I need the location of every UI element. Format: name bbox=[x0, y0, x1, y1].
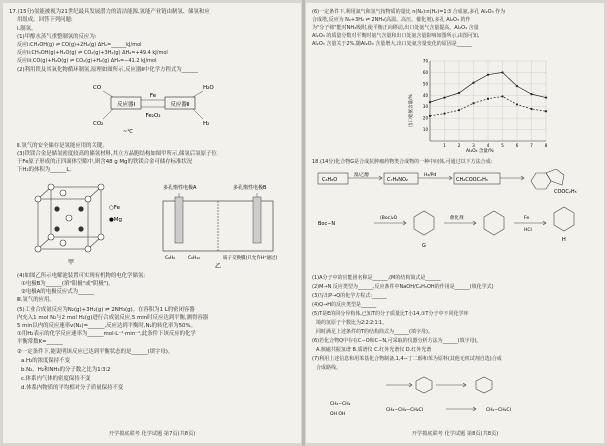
chart-data-point bbox=[429, 101, 431, 103]
fe-reagent: Fe bbox=[524, 216, 530, 221]
reagent-boc2o: (Boc)₂O bbox=[380, 216, 398, 221]
chart-data-point bbox=[487, 98, 489, 100]
option-c: c.体系内气体的密度保持不变 bbox=[21, 376, 91, 382]
q18-item-5-b: 境的氢原子个数比为2∶2∶2∶1∶1。 bbox=[316, 320, 388, 326]
chart-data-point bbox=[501, 95, 503, 97]
q17-header: 17.(15分)氢能被视为21世纪最具发展潜力的清洁能源,氢能产业链由制氢、储氢和应 bbox=[9, 9, 210, 15]
option-d: d.体系内物质的平均相对分子质量保持不变 bbox=[21, 385, 124, 391]
q17-item-4-2: ②电极A的电极反应式为______ bbox=[21, 289, 95, 295]
q17-item-6-e: Al₂O₃ 含量关于2%,随Al₂O₃ 含量增大,出口处氨含量变化的原因是______ bbox=[312, 41, 472, 47]
q18-item-5: (5)T是E的同分异构体,已知T的分子质量比T小14,①T分子中不同化学环 bbox=[312, 311, 469, 317]
q17-item-6-c: 为"分子筛"能对NH₃吸附,使平衡正向移动,出口处氨气含量提高。Al₂O₃ 含量 bbox=[312, 25, 479, 31]
chart-data-point bbox=[458, 92, 460, 94]
chart-data-point bbox=[545, 110, 547, 112]
chart-ytick-label: 30 bbox=[422, 104, 428, 110]
h2-label: H₂ bbox=[203, 121, 210, 127]
chart-data-point bbox=[545, 96, 547, 98]
chart-xtick-label: 6 bbox=[515, 143, 519, 148]
chart-data-point bbox=[472, 82, 474, 84]
q17-item-2: (2)利用铁及其氧化物循环制氢,原理如图所示,反应器Ⅱ中化学方程式为______ bbox=[17, 67, 198, 73]
chart-data-point bbox=[487, 74, 489, 76]
electrode-b-label: 多孔惰性电极B bbox=[233, 185, 267, 191]
left-chem-label: C₆H₆ bbox=[165, 256, 176, 261]
route-step-4: CH₂−CH₂Cl bbox=[486, 408, 511, 413]
chart-ytick-label: 70 bbox=[422, 58, 428, 64]
chart-data-point bbox=[530, 93, 532, 95]
chart-xtick-label: 3 bbox=[472, 143, 475, 148]
q18-item-2: (2)M→N 反应类型为______,反应条件中NaOH/C₂H₅OH的作用是______(填化学式) bbox=[312, 284, 494, 290]
reaction-i: 反应i:CH₃OH(g) ⇌ CO(g)+2H₂(g) ΔH₁=______kJ/mol bbox=[17, 42, 142, 48]
chart-xtick-label: 5 bbox=[501, 143, 504, 148]
q17-item-5: (5)工业合成氨反应为N₂(g)+3H₂(g) ⇌ 2NH₃(g)。在容积为1 L的密闭容器 bbox=[17, 307, 195, 313]
chart-ylabel: 出口处氨含量/% bbox=[409, 94, 414, 127]
q17-item-6-b: 合成塔,反应为 N₂+3H₂ ⇌ 2NH₃(高温、高压、催化剂),多孔 Al₂O₃ 的作 bbox=[312, 17, 471, 23]
q17-item-1: (1)甲醇水蒸气重整制氢的反应为: bbox=[17, 34, 97, 40]
q17-item-6: (6)一定条件下,利用氮气和氢气按物质的量比 n(N₂)∶n(H₂)=1∶3 合成氨,多孔 Al₂O₃ 作为 bbox=[312, 9, 506, 15]
q18-item-6-options: A.核磁共振氢谱 B.质谱仪 C.红外光谱仪 D.红外光谱 bbox=[316, 347, 432, 353]
chart-xtick-label: 4 bbox=[486, 143, 490, 148]
option-a: a.H₂的浓度保持不变 bbox=[21, 358, 70, 364]
ammonia-content-chart bbox=[406, 55, 556, 155]
co2-label: CO₂ bbox=[93, 121, 104, 127]
q17-item-5-f: ②一定条件下,能说明该反应已达到平衡状态的是______(填字母)。 bbox=[17, 349, 174, 355]
page-8 bbox=[306, 3, 604, 443]
chart-xtick-label: 8 bbox=[544, 143, 548, 148]
chart-ytick-label: 60 bbox=[422, 69, 428, 75]
fe2o3-label: Fe₂O₃ bbox=[145, 113, 161, 119]
chart-data-point bbox=[443, 112, 445, 114]
q18-item-7-b: 合成路线。 bbox=[316, 365, 342, 371]
chart-ytick-label: 40 bbox=[422, 92, 428, 98]
q17-section-3: Ⅲ.氢气的应用。 bbox=[17, 297, 55, 303]
crystal-cell-figure bbox=[23, 179, 133, 269]
compound-d: COOC₂H₅ bbox=[554, 189, 577, 195]
co-label: CO bbox=[93, 85, 102, 91]
q18-item-5-c: 同时满足上述条件的T的结构简式为______(填字母)。 bbox=[316, 329, 433, 335]
arrow-1-reagent: 溴/乙醇 bbox=[354, 173, 370, 178]
q17-item-4: (4)如图乙所示电解池装置可实现有机物的电化学储氢: bbox=[17, 273, 146, 279]
page-gutter bbox=[302, 0, 305, 446]
reactor-2-label: 反应器Ⅱ bbox=[170, 102, 190, 108]
reaction-ii: 反应ii:CH₃OH(g)+H₂O(g) ⇌ CO₂(g)+3H₂(g) ΔH₂=+49.4 kJ/mol bbox=[17, 50, 168, 56]
chart-xtick-label: 7 bbox=[530, 143, 533, 148]
q17-item-3: (3)铁镁合金是储氢密度较高的储氢材料,其立方晶胞结构如图甲所示,储氢后氢原子位 bbox=[17, 151, 217, 157]
compound-h-label: H bbox=[562, 237, 566, 243]
chart-data-point bbox=[516, 103, 518, 105]
synthesis-scheme bbox=[314, 169, 599, 269]
q17-section-2: Ⅱ.氢气的安全储存是氢能应用的关键。 bbox=[17, 143, 108, 149]
mg-legend: ●Mg bbox=[109, 217, 123, 223]
route-step-1: CH₂−CH₂ bbox=[330, 402, 351, 407]
q18-item-6: (6)若化合物Q中存在C−O和C−N,可采取的仪器分析方法为______(填字母)。 bbox=[312, 338, 482, 344]
compound-a: C₆H₆O bbox=[322, 177, 338, 183]
chart-ytick-label: 20 bbox=[422, 115, 428, 121]
boc-group: Boc−N bbox=[318, 221, 336, 227]
q17-section-1: Ⅰ.制氢。 bbox=[17, 26, 37, 32]
q18-item-7: (7)利用上述信息和用苯基化合物制备,1,4−丁二醇和苯为原料(其他无机试剂自选)合成 bbox=[312, 356, 502, 362]
page-7 bbox=[3, 3, 301, 443]
electrode-a-label: 多孔惰性电极A bbox=[163, 185, 197, 191]
q17-item-3-b: 于Fe原子形成的正四面体空隙中,则含48 g Mg的铁镁合金可储存标准状况 bbox=[17, 159, 193, 165]
compound-g-label: G bbox=[422, 243, 426, 249]
chart-xtick-label: 2 bbox=[457, 143, 461, 148]
compound-c: CH₂COOC₂H₅ bbox=[456, 177, 488, 183]
q17-item-5-b: 内充入1 mol N₂与2 mol H₂(g)进行合成氨反应,5 min时反应达到平衡,测得容器 bbox=[17, 315, 209, 321]
chart-ytick-label: 50 bbox=[422, 81, 428, 87]
q17-item-5-e: 平衡常数K=______ bbox=[17, 339, 63, 345]
q17-item-5-d: ①用H₂表示的化学反应速率为______mol·L⁻¹·min⁻¹,此条件下该反应的化学 bbox=[17, 331, 196, 337]
iron-cycle-diagram bbox=[63, 77, 233, 137]
q18-header: 18.(14分)化合物G是合成抗肿瘤药物类合成物的一种中间体,可通过以下方法合成: bbox=[312, 159, 493, 165]
chart-data-point bbox=[516, 85, 518, 87]
reaction-iii: 反应iii:CO(g)+H₂O(g) ⇌ CO₂(g)+H₂(g) ΔH₃=−41.2 kJ/mol bbox=[17, 58, 157, 64]
hcl-reagent: HCl bbox=[524, 228, 532, 233]
electrolysis-figure bbox=[143, 179, 293, 269]
chart-xlabel: Al₂O₃ 含量/% bbox=[466, 149, 494, 154]
q18-item-3: (3)写出P→Q的化学方程式:______ bbox=[312, 293, 387, 299]
fe-label: Fe bbox=[149, 93, 157, 99]
chart-data-point bbox=[458, 109, 460, 111]
q17-item-4-1: ①电极B为______(填"阳极"或"阴极")。 bbox=[21, 281, 114, 287]
compound-b: C₇H₈NO₂ bbox=[387, 177, 408, 183]
option-b: b.N₂、H₂和NH₃的分子数之比为1∶3∶2 bbox=[21, 367, 111, 373]
q17-item-3-c: 下H₂的体积为______L。 bbox=[17, 167, 75, 173]
membrane-label: 质子交换膜(只允许H⁺通过) bbox=[223, 256, 278, 261]
q17-item-5-c: 5 min以内的反应速率v(N₂)=______,反应达到平衡时,N₂的转化率为50%。 bbox=[17, 323, 197, 329]
left-chem2-label: C₆H₁₂ bbox=[188, 256, 200, 261]
route-step-2: OH OH bbox=[330, 412, 346, 417]
fig-b-caption: 乙 bbox=[215, 263, 222, 269]
q17-line: 用组成。回答下列问题: bbox=[17, 17, 73, 23]
catalyst-label: 催化剂 bbox=[450, 216, 464, 221]
page-8-footer: 开学摸底联考 化学试题 第8页(共8页) bbox=[411, 431, 499, 437]
temp-label: ~℃ bbox=[123, 129, 133, 135]
chart-xtick-label: 1 bbox=[443, 143, 446, 148]
arrow-2-reagent: H₂/Pd bbox=[424, 173, 437, 178]
q18-item-1: (1)A分子中的官能团名称是______,(M的结构简式是______ bbox=[312, 275, 441, 281]
chart-data-point bbox=[429, 115, 431, 117]
chart-data-point bbox=[501, 71, 503, 73]
fe-legend: ○Fe bbox=[109, 205, 121, 211]
chart-ytick-label: 10 bbox=[422, 127, 428, 133]
reactor-1-label: 反应器Ⅰ bbox=[116, 102, 136, 108]
chart-data-point bbox=[530, 108, 532, 110]
chart-data-point bbox=[443, 96, 445, 98]
page-7-footer: 开学摸底联考 化学试题 第7页(共8页) bbox=[108, 431, 196, 437]
q18-item-4: (4)Q→H的反应类型是______ bbox=[312, 302, 376, 308]
synthesis-route bbox=[326, 375, 556, 425]
fig-a-caption: 甲 bbox=[68, 259, 75, 266]
q17-item-6-d: Al₂O₃ 的质量分数对平衡时氨气含量和出口处氨含量影响如图所示,由图可知, bbox=[312, 33, 480, 39]
h2o-label: H₂O bbox=[203, 85, 214, 91]
chart-data-point bbox=[472, 102, 474, 104]
route-step-3: CH₂−CH₂−CH₂Cl bbox=[386, 408, 423, 413]
